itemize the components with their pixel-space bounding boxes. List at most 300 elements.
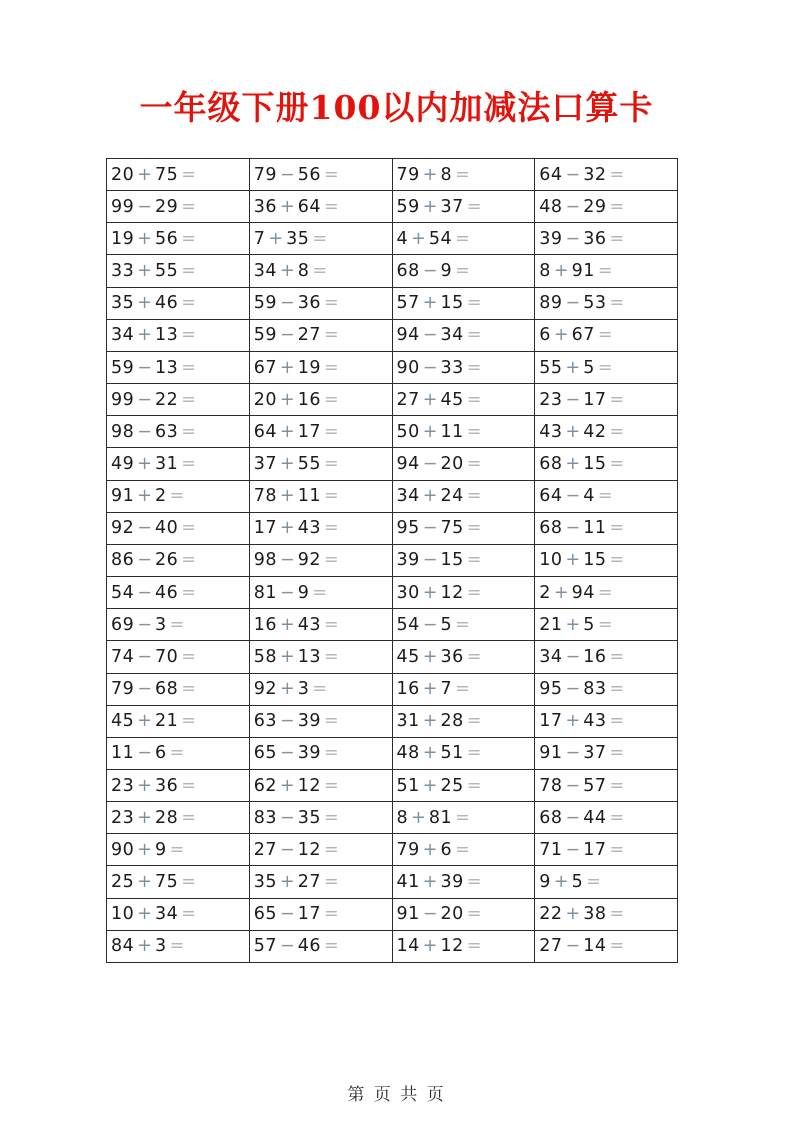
- equals-sign: =: [323, 518, 339, 539]
- operand-left: 33: [111, 261, 135, 282]
- operand-right: 92: [297, 550, 321, 571]
- equals-sign: =: [181, 775, 196, 796]
- operator: −: [565, 518, 581, 539]
- problem-cell: [249, 287, 392, 319]
- operator: −: [565, 839, 581, 860]
- problem-cell: [392, 287, 535, 319]
- equals-sign: =: [466, 421, 482, 442]
- operand-left: 65: [253, 743, 278, 764]
- equals-sign: =: [323, 807, 339, 828]
- problem-cell: [249, 159, 392, 191]
- operator: −: [565, 743, 581, 764]
- operand-left: 8: [396, 807, 409, 828]
- equals-sign: =: [466, 775, 482, 796]
- problem-cell: [535, 287, 678, 319]
- operand-right: 14: [583, 936, 607, 957]
- table-row: [107, 544, 678, 576]
- operator: +: [137, 293, 152, 314]
- operand-right: 20: [440, 904, 464, 925]
- problem-cell: [392, 480, 535, 512]
- equals-sign: =: [609, 453, 625, 474]
- operand-left: 21: [539, 614, 563, 635]
- equals-sign: =: [597, 261, 613, 282]
- operand-left: 99: [111, 196, 135, 217]
- operand-left: 34: [539, 646, 563, 667]
- equals-sign: =: [323, 614, 339, 635]
- operator: +: [280, 261, 295, 282]
- equals-sign: =: [181, 228, 196, 249]
- operand-right: 12: [297, 775, 321, 796]
- operand-right: 5: [440, 614, 453, 635]
- table-row: [107, 577, 678, 609]
- problem-cell: [107, 641, 250, 673]
- equals-sign: =: [597, 486, 613, 507]
- equals-sign: =: [169, 743, 185, 764]
- table-row: [107, 930, 678, 962]
- problem-cell: [107, 319, 250, 351]
- operand-right: 40: [154, 518, 179, 539]
- operand-right: 22: [154, 389, 179, 410]
- operand-left: 16: [396, 679, 420, 700]
- operand-left: 23: [539, 389, 563, 410]
- operator: +: [553, 261, 569, 282]
- table-row: [107, 448, 678, 480]
- operand-right: 3: [154, 936, 167, 957]
- equals-sign: =: [609, 839, 625, 860]
- operator: +: [553, 582, 569, 603]
- operator: +: [422, 164, 438, 185]
- operand-left: 64: [253, 421, 278, 442]
- problem-cell: [535, 609, 678, 641]
- operand-left: 25: [111, 872, 135, 893]
- equals-sign: =: [609, 421, 625, 442]
- problem-cell: [249, 834, 392, 866]
- problem-cell: [107, 480, 250, 512]
- equals-sign: =: [609, 807, 625, 828]
- operator: +: [422, 646, 438, 667]
- operand-left: 89: [539, 293, 563, 314]
- problem-cell: [535, 673, 678, 705]
- problem-cell: [535, 641, 678, 673]
- problem-cell: [249, 416, 392, 448]
- problem-cell: [392, 609, 535, 641]
- operand-right: 12: [297, 839, 321, 860]
- equals-sign: =: [609, 936, 625, 957]
- problem-cell: [535, 416, 678, 448]
- operator: +: [422, 711, 438, 732]
- equals-sign: =: [181, 872, 196, 893]
- operand-right: 35: [286, 228, 310, 249]
- operand-right: 9: [297, 582, 310, 603]
- operand-left: 91: [539, 743, 563, 764]
- operand-right: 54: [428, 228, 453, 249]
- operand-left: 94: [396, 325, 420, 346]
- operand-right: 7: [440, 679, 453, 700]
- operand-right: 64: [297, 196, 321, 217]
- problem-cell: [249, 641, 392, 673]
- problem-cell: [249, 802, 392, 834]
- operand-left: 23: [111, 775, 135, 796]
- operand-right: 44: [583, 807, 607, 828]
- operand-right: 17: [297, 421, 321, 442]
- operand-left: 4: [396, 228, 409, 249]
- operand-right: 68: [154, 679, 179, 700]
- operand-left: 34: [111, 325, 135, 346]
- operator: −: [565, 807, 581, 828]
- problem-cell: [392, 191, 535, 223]
- equals-sign: =: [323, 936, 339, 957]
- equals-sign: =: [323, 711, 339, 732]
- operator: −: [565, 389, 581, 410]
- operator: +: [280, 646, 295, 667]
- table-row: [107, 384, 678, 416]
- operand-right: 11: [440, 421, 464, 442]
- problem-cell: [392, 705, 535, 737]
- operand-right: 5: [583, 357, 595, 378]
- operator: +: [137, 325, 152, 346]
- problem-cell: [392, 319, 535, 351]
- operand-right: 16: [297, 389, 321, 410]
- operand-left: 59: [253, 293, 278, 314]
- problem-cell: [249, 930, 392, 962]
- operator: −: [565, 228, 581, 249]
- operand-right: 15: [583, 453, 607, 474]
- problem-cell: [535, 930, 678, 962]
- operand-left: 91: [396, 904, 420, 925]
- operand-right: 67: [571, 325, 595, 346]
- operand-right: 32: [583, 164, 607, 185]
- equals-sign: =: [181, 196, 196, 217]
- operand-left: 69: [111, 614, 135, 635]
- equals-sign: =: [597, 614, 613, 635]
- operand-right: 46: [297, 936, 321, 957]
- operand-left: 23: [111, 807, 135, 828]
- operator: +: [422, 389, 438, 410]
- problem-cell: [249, 223, 392, 255]
- problem-cell: [392, 351, 535, 383]
- table-row: [107, 705, 678, 737]
- equals-sign: =: [323, 421, 339, 442]
- operand-right: 56: [297, 164, 321, 185]
- operator: −: [137, 743, 152, 764]
- operator: −: [280, 550, 295, 571]
- operand-left: 2: [539, 582, 551, 603]
- operator: +: [422, 293, 438, 314]
- equals-sign: =: [466, 646, 482, 667]
- problem-cell: [249, 512, 392, 544]
- equals-sign: =: [609, 775, 625, 796]
- operand-left: 11: [111, 743, 135, 764]
- operand-right: 57: [583, 775, 607, 796]
- operand-left: 16: [253, 614, 278, 635]
- problem-cell: [535, 191, 678, 223]
- operand-right: 17: [583, 839, 607, 860]
- operand-left: 57: [253, 936, 278, 957]
- operand-right: 3: [154, 614, 167, 635]
- problem-cell: [392, 866, 535, 898]
- table-row: [107, 834, 678, 866]
- problem-cell: [249, 705, 392, 737]
- equals-sign: =: [609, 164, 625, 185]
- problem-cell: [107, 384, 250, 416]
- operand-right: 26: [154, 550, 179, 571]
- table-row: [107, 191, 678, 223]
- equals-sign: =: [181, 711, 196, 732]
- table-row: [107, 512, 678, 544]
- equals-sign: =: [323, 839, 339, 860]
- equals-sign: =: [597, 325, 613, 346]
- operand-right: 33: [440, 357, 464, 378]
- operand-right: 53: [583, 293, 607, 314]
- equals-sign: =: [466, 325, 482, 346]
- operator: −: [280, 904, 295, 925]
- table-row: [107, 351, 678, 383]
- operator: +: [422, 839, 438, 860]
- worksheet-table: [106, 158, 678, 963]
- operator: −: [137, 389, 152, 410]
- operand-right: 55: [297, 453, 321, 474]
- problem-cell: [249, 255, 392, 287]
- operator: +: [411, 807, 426, 828]
- operator: +: [137, 711, 152, 732]
- operand-right: 39: [440, 872, 464, 893]
- operand-left: 68: [396, 261, 420, 282]
- equals-sign: =: [181, 164, 196, 185]
- operator: +: [268, 228, 284, 249]
- operand-left: 41: [396, 872, 420, 893]
- problem-cell: [535, 737, 678, 769]
- operand-right: 28: [440, 711, 464, 732]
- problem-cell: [107, 223, 250, 255]
- operand-left: 99: [111, 389, 135, 410]
- problem-cell: [107, 577, 250, 609]
- equals-sign: =: [466, 904, 482, 925]
- operator: −: [137, 679, 152, 700]
- operand-right: 12: [440, 936, 464, 957]
- operand-left: 98: [111, 421, 135, 442]
- worksheet-table-container: [106, 158, 678, 963]
- operand-left: 19: [111, 228, 135, 249]
- operator: −: [422, 904, 438, 925]
- operand-right: 31: [154, 453, 179, 474]
- equals-sign: =: [169, 839, 185, 860]
- operator: +: [137, 453, 152, 474]
- operator: +: [422, 486, 438, 507]
- operand-right: 13: [154, 325, 179, 346]
- operator: −: [422, 550, 438, 571]
- operand-right: 28: [154, 807, 179, 828]
- operator: −: [280, 293, 295, 314]
- operand-left: 37: [253, 453, 278, 474]
- problem-cell: [107, 191, 250, 223]
- operand-right: 56: [154, 228, 179, 249]
- problem-cell: [535, 802, 678, 834]
- operand-left: 54: [111, 582, 135, 603]
- operand-right: 17: [583, 389, 607, 410]
- problem-cell: [392, 641, 535, 673]
- equals-sign: =: [323, 325, 339, 346]
- equals-sign: =: [181, 325, 196, 346]
- operator: −: [565, 936, 581, 957]
- equals-sign: =: [466, 453, 482, 474]
- operand-left: 17: [253, 518, 278, 539]
- operator: +: [422, 936, 438, 957]
- operand-right: 75: [440, 518, 464, 539]
- operand-left: 27: [539, 936, 563, 957]
- equals-sign: =: [609, 743, 625, 764]
- table-row: [107, 319, 678, 351]
- problem-cell: [535, 255, 678, 287]
- operator: +: [411, 228, 426, 249]
- operand-right: 16: [583, 646, 607, 667]
- equals-sign: =: [181, 421, 196, 442]
- operator: +: [565, 550, 581, 571]
- operator: +: [137, 839, 152, 860]
- equals-sign: =: [323, 872, 339, 893]
- operand-left: 91: [111, 486, 135, 507]
- table-row: [107, 223, 678, 255]
- operand-right: 43: [583, 711, 607, 732]
- operator: +: [565, 711, 581, 732]
- equals-sign: =: [169, 614, 185, 635]
- operand-left: 34: [253, 261, 278, 282]
- equals-sign: =: [455, 807, 470, 828]
- operator: +: [280, 453, 295, 474]
- operand-left: 6: [539, 325, 551, 346]
- operator: +: [422, 872, 438, 893]
- operator: −: [422, 453, 438, 474]
- problem-cell: [392, 544, 535, 576]
- operand-right: 39: [297, 743, 321, 764]
- operand-right: 13: [154, 357, 179, 378]
- problem-cell: [535, 512, 678, 544]
- problem-cell: [107, 673, 250, 705]
- equals-sign: =: [609, 196, 625, 217]
- equals-sign: =: [609, 646, 625, 667]
- operator: −: [422, 261, 438, 282]
- table-row: [107, 641, 678, 673]
- operand-left: 79: [396, 839, 420, 860]
- equals-sign: =: [466, 743, 482, 764]
- operand-left: 81: [253, 582, 278, 603]
- equals-sign: =: [455, 614, 470, 635]
- equals-sign: =: [181, 550, 196, 571]
- operator: −: [137, 646, 152, 667]
- problem-cell: [392, 769, 535, 801]
- table-row: [107, 480, 678, 512]
- operator: −: [137, 196, 152, 217]
- problem-cell: [107, 159, 250, 191]
- operand-right: 35: [297, 807, 321, 828]
- equals-sign: =: [323, 293, 339, 314]
- problem-cell: [535, 319, 678, 351]
- operator: +: [137, 261, 152, 282]
- equals-sign: =: [181, 293, 196, 314]
- operand-left: 43: [539, 421, 563, 442]
- operand-left: 62: [253, 775, 278, 796]
- equals-sign: =: [312, 582, 328, 603]
- operand-left: 64: [539, 164, 563, 185]
- operand-left: 35: [111, 293, 135, 314]
- operator: +: [422, 582, 438, 603]
- operand-left: 78: [539, 775, 563, 796]
- equals-sign: =: [323, 904, 339, 925]
- operator: +: [565, 357, 581, 378]
- operand-right: 11: [583, 518, 607, 539]
- problem-cell: [535, 705, 678, 737]
- equals-sign: =: [466, 196, 482, 217]
- operand-right: 2: [154, 486, 167, 507]
- operand-left: 27: [396, 389, 420, 410]
- operator: −: [422, 357, 438, 378]
- equals-sign: =: [466, 389, 482, 410]
- table-row: [107, 737, 678, 769]
- operand-right: 37: [583, 743, 607, 764]
- operand-left: 39: [539, 228, 563, 249]
- operator: +: [565, 453, 581, 474]
- operand-right: 25: [440, 775, 464, 796]
- operand-left: 30: [396, 582, 420, 603]
- problem-cell: [107, 512, 250, 544]
- equals-sign: =: [455, 261, 470, 282]
- problem-cell: [392, 255, 535, 287]
- equals-sign: =: [609, 228, 625, 249]
- operand-left: 34: [396, 486, 420, 507]
- operand-left: 78: [253, 486, 278, 507]
- problem-cell: [107, 287, 250, 319]
- operand-right: 63: [154, 421, 179, 442]
- operator: +: [280, 357, 295, 378]
- equals-sign: =: [323, 357, 339, 378]
- operand-right: 29: [583, 196, 607, 217]
- operand-left: 71: [539, 839, 563, 860]
- operator: +: [553, 325, 569, 346]
- equals-sign: =: [169, 486, 185, 507]
- operand-left: 92: [253, 679, 278, 700]
- equals-sign: =: [466, 936, 482, 957]
- problem-cell: [392, 930, 535, 962]
- problem-cell: [392, 512, 535, 544]
- problem-cell: [249, 866, 392, 898]
- operator: −: [280, 936, 295, 957]
- operand-right: 9: [440, 261, 453, 282]
- operator: −: [422, 518, 438, 539]
- problem-cell: [107, 737, 250, 769]
- operator: −: [137, 518, 152, 539]
- page-footer: 第 页 共 页: [347, 1085, 446, 1105]
- operator: +: [565, 904, 581, 925]
- problem-cell: [535, 866, 678, 898]
- table-row: [107, 802, 678, 834]
- problem-cell: [392, 384, 535, 416]
- operand-right: 20: [440, 453, 464, 474]
- operand-left: 51: [396, 775, 420, 796]
- table-row: [107, 898, 678, 930]
- operator: +: [137, 228, 152, 249]
- operand-right: 37: [440, 196, 464, 217]
- operator: +: [280, 196, 295, 217]
- problem-cell: [392, 898, 535, 930]
- problem-cell: [392, 159, 535, 191]
- operand-right: 8: [440, 164, 453, 185]
- operator: +: [280, 389, 295, 410]
- equals-sign: =: [466, 293, 482, 314]
- problem-cell: [249, 898, 392, 930]
- operand-left: 92: [111, 518, 135, 539]
- operator: +: [280, 872, 295, 893]
- operand-right: 29: [154, 196, 179, 217]
- problem-cell: [107, 255, 250, 287]
